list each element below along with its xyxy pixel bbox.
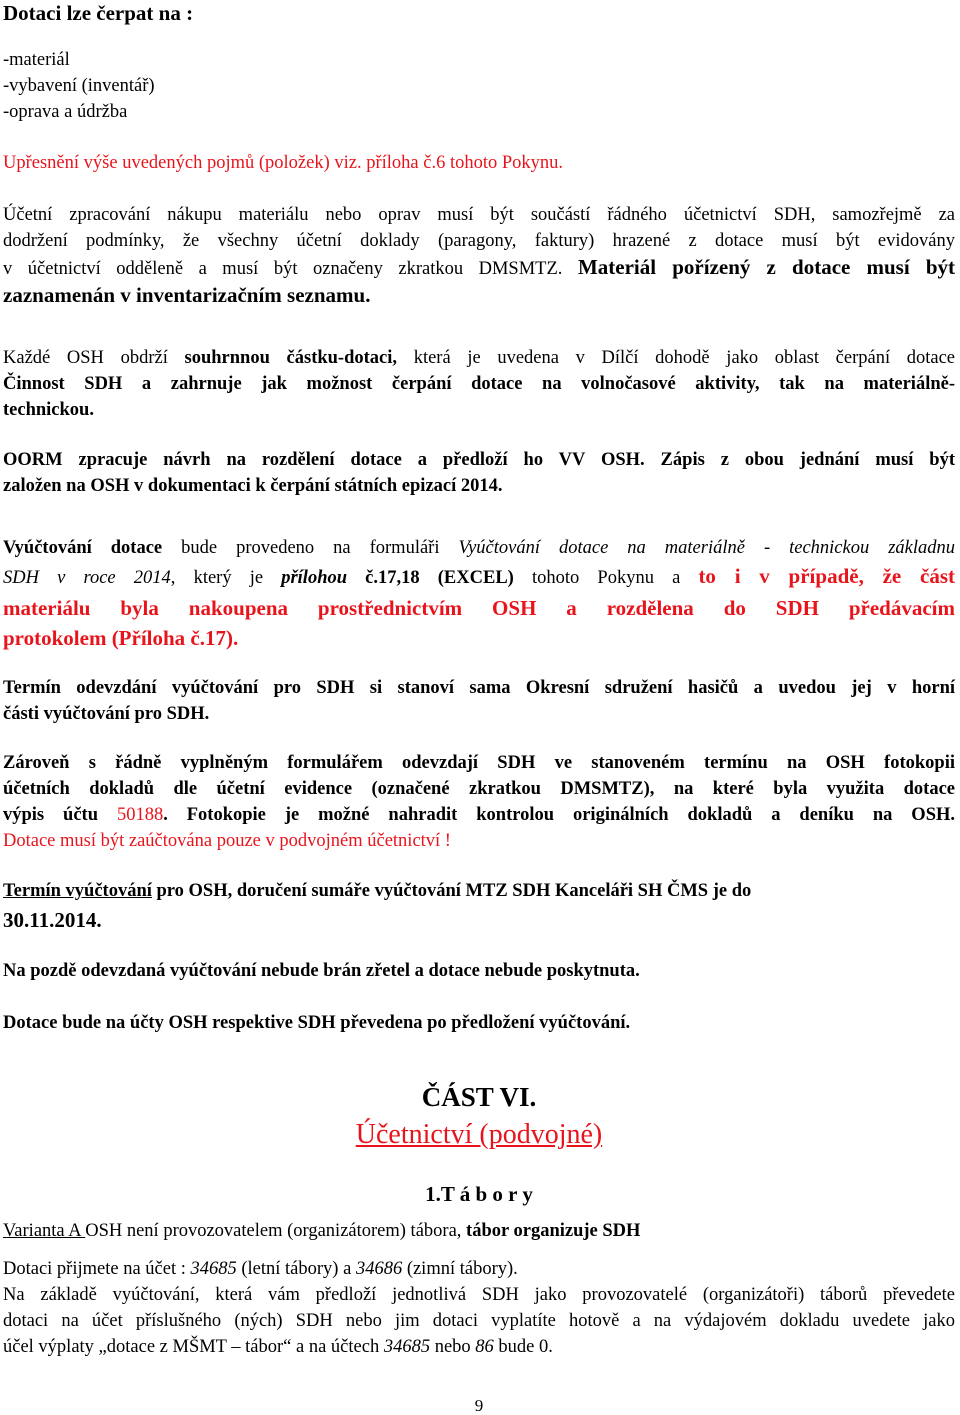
paragraph-oorm: OORM zpracuje návrh na rozdělení dotace a předloží ho VV OSH. Zápis z obou jednání musí být založen na OSH v dokumentaci k čerpání státních epizací 2014.	[3, 450, 955, 496]
paragraph-billing-deadline: Termín vyúčtování pro OSH, doručení sumáře vyúčtování MTZ SDH Kanceláři SH ČMS je do 30.11.2014.	[3, 881, 752, 932]
paragraph-accounting: Účetní zpracování nákupu materiálu nebo oprav musí být součástí řádného účetnictví SDH, samozřejmě za dodržení podmínky, že všechny účetní doklady (paragony, faktury) hrazené z dotace musí být evidovány v účetnictví odděleně a musí být označeny zkratkou DMSMTZ. Materiál pořízený z dotace musí být zaznamenán v inventarizačním seznamu.	[3, 205, 956, 307]
list-item: -materiál	[3, 50, 70, 70]
list-item: -vybavení (inventář)	[3, 76, 155, 96]
item-list	[3, 47, 955, 125]
intro-heading: Dotaci lze čerpat na :	[3, 1, 194, 25]
part-title: ČÁST VI.	[421, 1082, 537, 1112]
list-item: -oprava a údržba	[3, 102, 128, 122]
section-heading: 1.T á b o r y	[425, 1182, 533, 1206]
variant-a: Varianta A OSH není provozovatelem (organizátorem) tábora, tábor organizuje SDH	[3, 1221, 641, 1241]
paragraph-billing: Vyúčtování dotace bude provedeno na formuláři Vyúčtování dotace na materiálně - technickou základnu SDH v roce 2014, který je přílohou č.17,18 (EXCEL) tohoto Pokynu a to i v případě, že část materiálu byla nakoupena prostřednictvím OSH a rozdělena do SDH předávacím protokolem (Příloha č.17).	[3, 538, 956, 650]
transfer-notice: Dotace bude na účty OSH respektive SDH převedena po předložení vyúčtování.	[3, 1013, 631, 1033]
page-number: 9	[474, 1396, 484, 1415]
paragraph-camp-accounts: Dotaci přijmete na účet : 34685 (letní tábory) a 34686 (zimní tábory). Na základě vyúčtování, která vám předloží jednotlivá SDH jako provozovatelé (organizátoři) táborů převedete dotaci na účet příslušného (ných) SDH nebo jim dotaci vyplatíte hotově a na výdajovém dokladu uvedete jako účel výplaty „dotace z MŠMT – tábor“ a na účtech 34685 nebo 86 bude 0.	[3, 1259, 955, 1357]
paragraph-deadline: Termín odevzdání vyúčtování pro SDH si stanoví sama Okresní sdružení hasičů a uvedou jej v horní části vyúčtování pro SDH.	[3, 678, 955, 724]
part-subtitle: Účetnictví (podvojné)	[355, 1119, 603, 1150]
paragraph-copies: Zároveň s řádně vyplněným formulářem odevzdají SDH ve stanoveném termínu na OSH fotokopii účetních dokladů dle účetní evidence (označené zkratkou DMSMTZ), na které byla využita dotace výpis účtu 50188. Fotokopie je možné nahradit kontrolou originálních dokladů a deníku na OSH. Dotace musí být zaúčtována pouze v podvojném účetnictví !	[3, 753, 955, 851]
late-billing-notice: Na pozdě odevzdaná vyúčtování nebude brán zřetel a dotace nebude poskytnuta.	[3, 961, 640, 981]
reference-note: Upřesnění výše uvedených pojmů (položek) viz. příloha č.6 tohoto Pokynu.	[3, 153, 564, 173]
paragraph-osh-subsidy: Každé OSH obdrží souhrnnou částku-dotaci, která je uvedena v Dílčí dohodě jako oblast čerpání dotace Činnost SDH a zahrnuje jak možnost čerpání dotace na volnočasové aktivity, tak na materiálně- technickou.	[3, 348, 956, 420]
